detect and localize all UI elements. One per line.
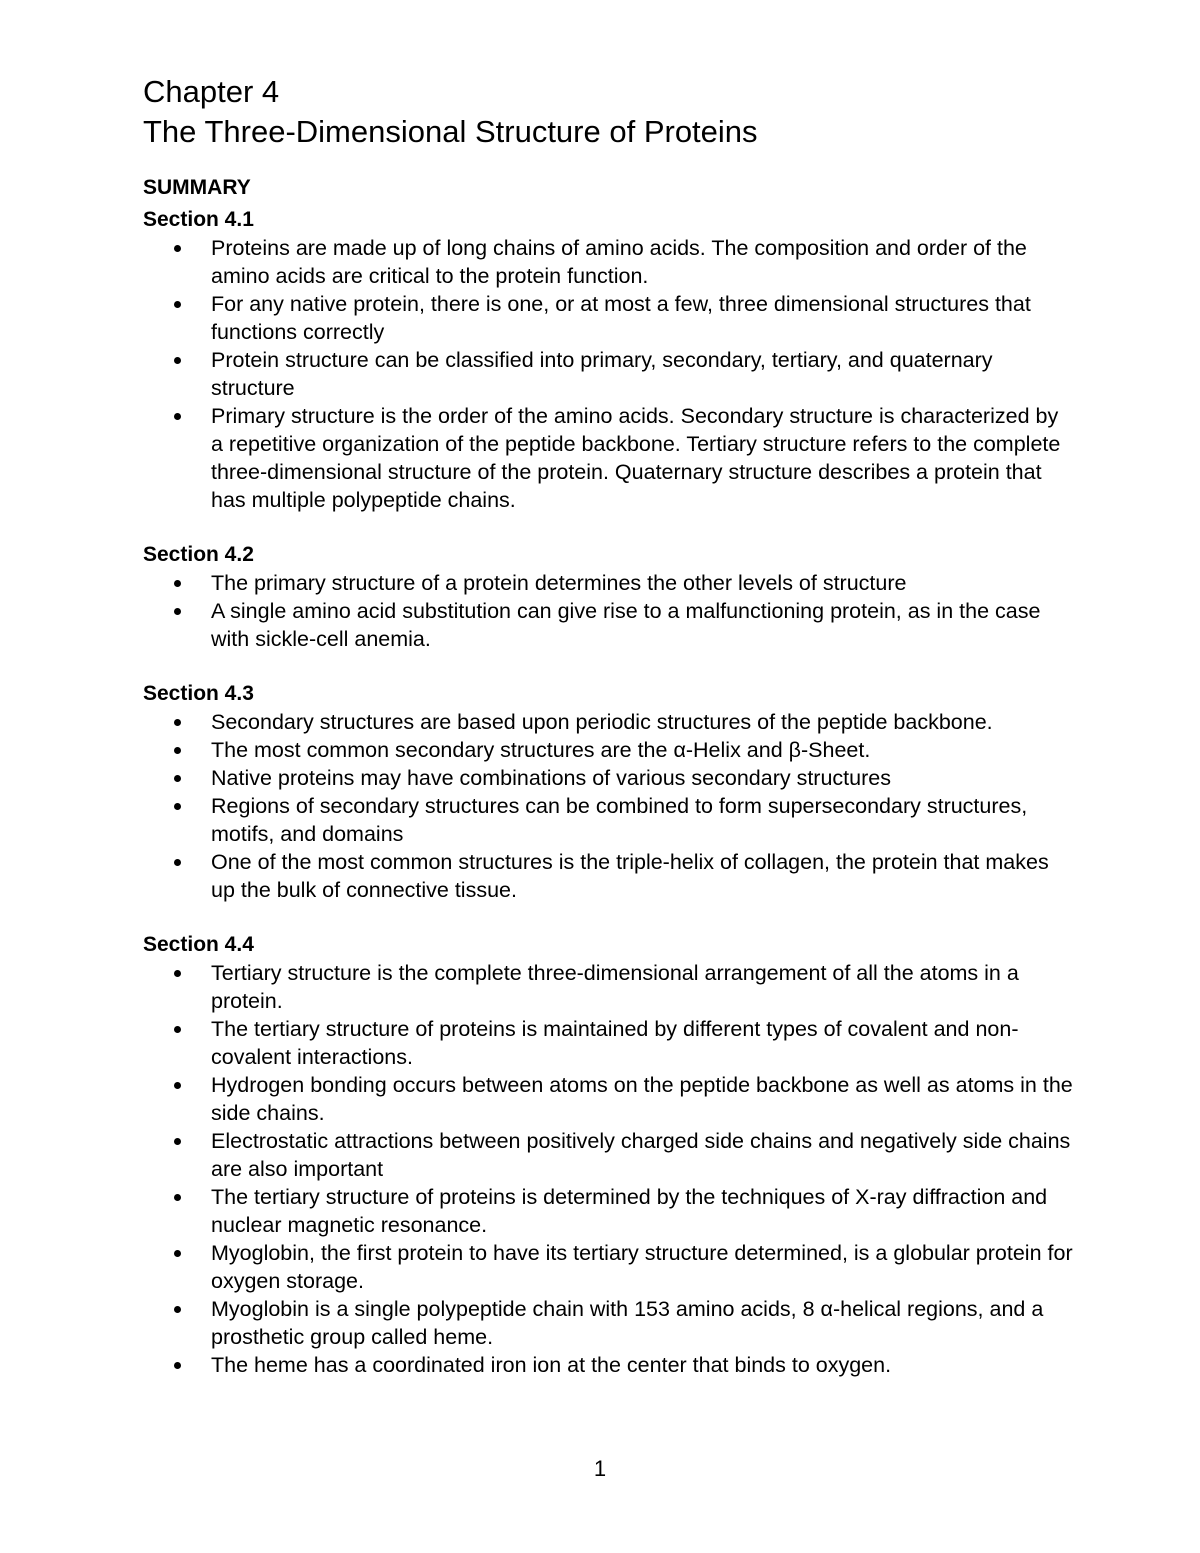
bullet-icon [174, 747, 181, 754]
bullet-item [143, 402, 1073, 514]
bullet-icon [174, 775, 181, 782]
bullet-icon [174, 1194, 181, 1201]
bullet-text: Hydrogen bonding occurs between atoms on the peptide backbone as well as atoms in the side chains. [211, 1073, 1073, 1125]
bullet-icon [174, 803, 181, 810]
section-4-4 [143, 931, 1073, 1379]
bullet-icon [174, 859, 181, 866]
bullet-text: The most common secondary structures are the α-Helix and β-Sheet. [211, 738, 871, 762]
bullet-text: For any native protein, there is one, or at most a few, three dimensional structures that functions correctly [211, 292, 1031, 344]
bullet-text: Myoglobin, the first protein to have its tertiary structure determined, is a globular protein for oxygen storage. [211, 1241, 1073, 1293]
bullet-icon [174, 413, 181, 420]
bullet-text: Secondary structures are based upon periodic structures of the peptide backbone. [211, 710, 993, 734]
chapter-label: Chapter 4 [143, 74, 280, 109]
bullet-list [143, 569, 1073, 653]
bullet-icon [174, 1306, 181, 1313]
summary-heading: SUMMARY [143, 176, 251, 199]
section-heading: Section 4.2 [143, 543, 254, 566]
section-4-2 [143, 541, 1073, 653]
bullet-text: The primary structure of a protein determines the other levels of structure [211, 571, 907, 595]
section-heading: Section 4.3 [143, 682, 254, 705]
bullet-item [143, 959, 1073, 1015]
bullet-icon [174, 970, 181, 977]
bullet-text: Tertiary structure is the complete three-dimensional arrangement of all the atoms in a protein. [211, 961, 1019, 1013]
bullet-icon [174, 301, 181, 308]
bullet-icon [174, 1082, 181, 1089]
sections-container [143, 206, 1073, 1379]
section-heading: Section 4.1 [143, 208, 254, 231]
bullet-item [143, 597, 1073, 653]
bullet-item [143, 1295, 1073, 1351]
bullet-icon [174, 1362, 181, 1369]
chapter-title: The Three-Dimensional Structure of Proteins [143, 114, 758, 149]
bullet-item [143, 290, 1073, 346]
bullet-icon [174, 608, 181, 615]
bullet-text: A single amino acid substitution can give rise to a malfunctioning protein, as in the case with sickle-cell anemia. [211, 599, 1041, 651]
bullet-icon [174, 1250, 181, 1257]
page-number: 1 [593, 1456, 607, 1481]
bullet-item [143, 764, 1073, 792]
bullet-item [143, 848, 1073, 904]
bullet-list [143, 708, 1073, 904]
bullet-text: Myoglobin is a single polypeptide chain with 153 amino acids, 8 α-helical regions, and a prosthetic group called heme. [211, 1297, 1044, 1349]
bullet-text: Primary structure is the order of the amino acids. Secondary structure is characterized by a repetitive organization of the peptide backbone. Tertiary structure refers to the complete three-dimensional structure of the protein. Quaternary structure describes a protein that has multiple polypeptide chains. [211, 404, 1061, 512]
bullet-icon [174, 1026, 181, 1033]
bullet-item [143, 569, 1073, 597]
section-4-3 [143, 680, 1073, 904]
bullet-item [143, 736, 1073, 764]
bullet-icon [174, 245, 181, 252]
bullet-item [143, 1351, 1073, 1379]
bullet-text: Protein structure can be classified into primary, secondary, tertiary, and quaternary structure [211, 348, 993, 400]
bullet-text: Proteins are made up of long chains of amino acids. The composition and order of the amino acids are critical to the protein function. [211, 236, 1027, 288]
bullet-text: Regions of secondary structures can be combined to form supersecondary structures, motifs, and domains [211, 794, 1028, 846]
section-heading: Section 4.4 [143, 933, 254, 956]
section-4-1 [143, 206, 1073, 514]
bullet-icon [174, 357, 181, 364]
bullet-item [143, 1071, 1073, 1127]
page-content [143, 72, 1073, 1406]
bullet-text: Native proteins may have combinations of various secondary structures [211, 766, 891, 790]
bullet-item [143, 1127, 1073, 1183]
bullet-item [143, 708, 1073, 736]
bullet-item [143, 1015, 1073, 1071]
bullet-text: The tertiary structure of proteins is maintained by different types of covalent and non-covalent interactions. [211, 1017, 1019, 1069]
bullet-item [143, 1183, 1073, 1239]
bullet-text: The heme has a coordinated iron ion at the center that binds to oxygen. [211, 1353, 892, 1377]
bullet-item [143, 792, 1073, 848]
bullet-item [143, 234, 1073, 290]
bullet-icon [174, 580, 181, 587]
bullet-icon [174, 719, 181, 726]
bullet-item [143, 346, 1073, 402]
bullet-item [143, 1239, 1073, 1295]
bullet-text: Electrostatic attractions between positively charged side chains and negatively side chains are also important [211, 1129, 1071, 1181]
bullet-text: One of the most common structures is the triple-helix of collagen, the protein that makes up the bulk of connective tissue. [211, 850, 1049, 902]
bullet-list [143, 959, 1073, 1379]
bullet-list [143, 234, 1073, 514]
bullet-text: The tertiary structure of proteins is determined by the techniques of X-ray diffraction and nuclear magnetic resonance. [211, 1185, 1048, 1237]
bullet-icon [174, 1138, 181, 1145]
